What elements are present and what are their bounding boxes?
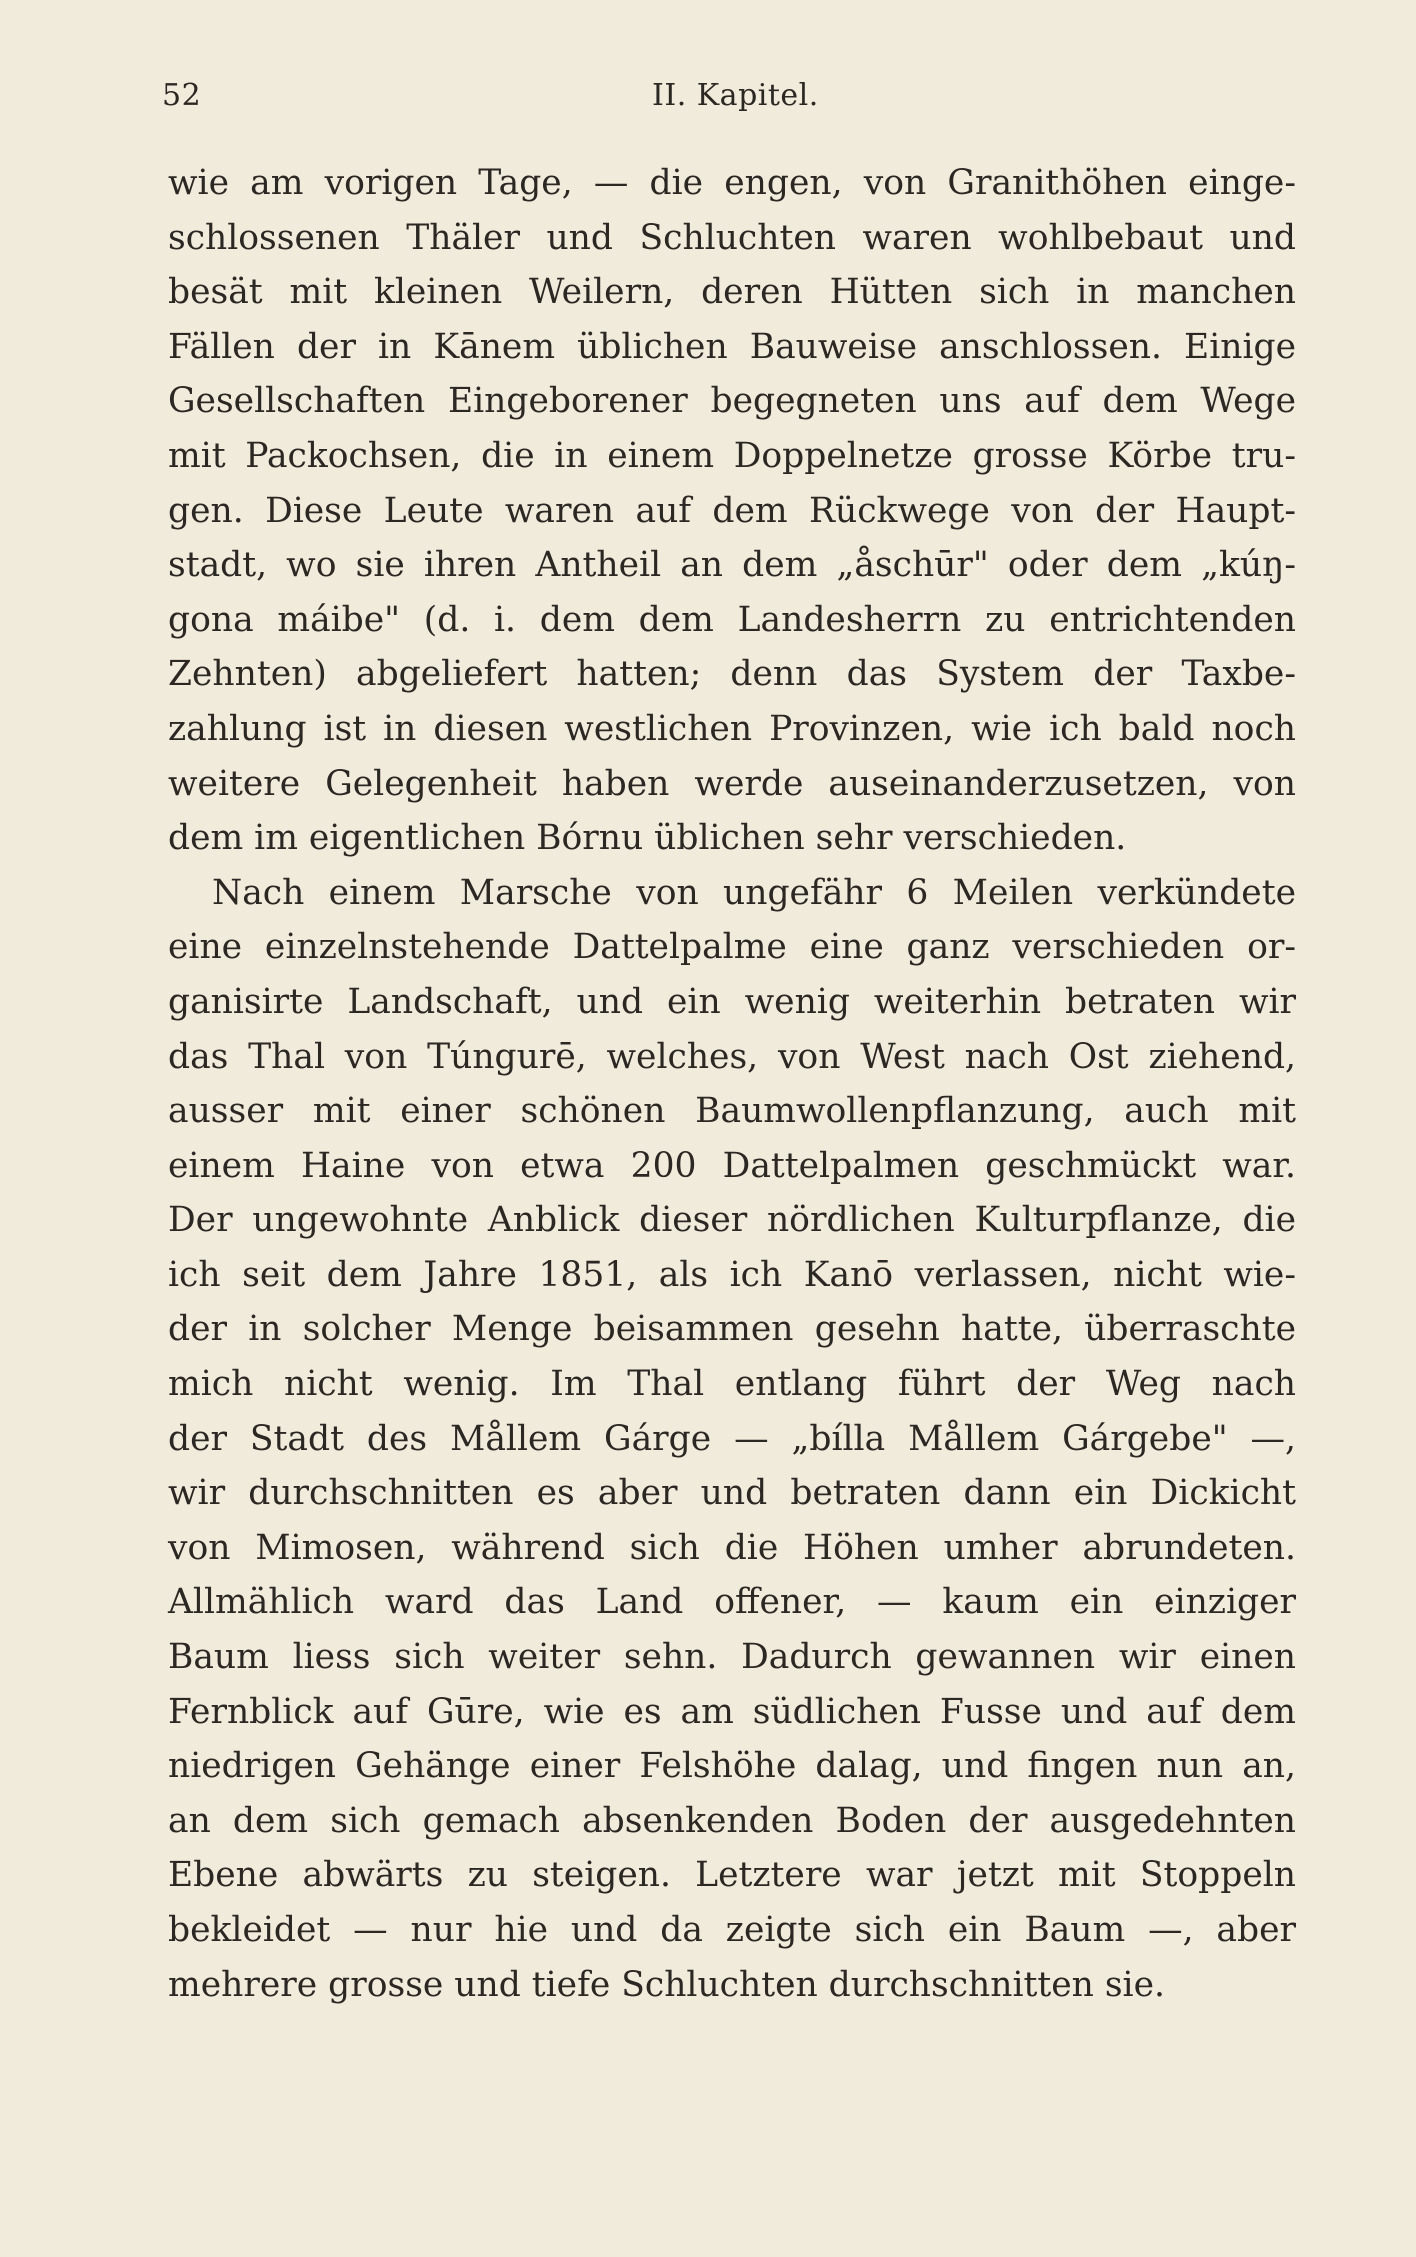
text-line: Fernblick auf Gūre, wie es am südlichen Fusse und auf dem [168, 1691, 1296, 1732]
text-line: niedrigen Gehänge einer Felshöhe dalag, und fingen nun an, [168, 1746, 1296, 1787]
text-line: ich seit dem Jahre 1851, als ich Kanō verlassen, nicht wie- [168, 1254, 1296, 1295]
running-head [162, 78, 1294, 128]
text-line: Baum liess sich weiter sehn. Dadurch gewannen wir einen [168, 1637, 1296, 1678]
text-line: Nach einem Marsche von ungefähr 6 Meilen verkündete [212, 872, 1296, 913]
text-line: eine einzelnstehende Dattelpalme eine ganz verschieden or- [168, 927, 1296, 968]
text-line: wie am vorigen Tage, — die engen, von Granithöhen einge- [168, 163, 1296, 203]
text-line: mich nicht wenig. Im Thal entlang führt der Weg nach [168, 1364, 1296, 1405]
text-line: gona máibe" (d. i. dem dem Landesherrn zu entrichtenden [168, 599, 1296, 640]
text-line: stadt, wo sie ihren Antheil an dem „åschūr" oder dem „kúŋ- [168, 545, 1296, 586]
text-line: Ebene abwärts zu steigen. Letztere war jetzt mit Stoppeln [168, 1855, 1296, 1896]
paragraph-2 [168, 866, 1296, 2012]
text-line: gen. Diese Leute waren auf dem Rückwege von der Haupt- [168, 490, 1296, 531]
text-line: an dem sich gemach absenkenden Boden der ausgedehnten [168, 1800, 1296, 1841]
text-line: Fällen der in Kānem üblichen Bauweise anschlossen. Einige [168, 326, 1296, 367]
text-line: der Stadt des Mållem Gárge — „bílla Mållem Gárgebe" —, [168, 1418, 1296, 1459]
chapter-title: II. Kapitel. [652, 78, 819, 113]
text-line: zahlung ist in diesen westlichen Provinzen, wie ich bald noch [168, 708, 1296, 749]
text-line: dem im eigentlichen Bórnu üblichen sehr verschieden. [168, 818, 1127, 859]
text-line: besät mit kleinen Weilern, deren Hütten sich in manchen [168, 272, 1296, 313]
text-line: weitere Gelegenheit haben werde auseinanderzusetzen, von [168, 763, 1296, 804]
text-line: von Mimosen, während sich die Höhen umher abrundeten. [168, 1527, 1296, 1568]
paragraph-1 [168, 156, 1296, 866]
body-text [168, 156, 1296, 2012]
page-number: 52 [162, 78, 202, 113]
text-line: mit Packochsen, die in einem Doppelnetze grosse Körbe tru- [168, 435, 1296, 476]
text-line: Zehnten) abgeliefert hatten; denn das System der Taxbe- [168, 654, 1296, 695]
text-line: der in solcher Menge beisammen gesehn hatte, überraschte [168, 1309, 1296, 1350]
text-line: mehrere grosse und tiefe Schluchten durchschnitten sie. [168, 1964, 1165, 2005]
text-line: wir durchschnitten es aber und betraten dann ein Dickicht [168, 1473, 1296, 1514]
text-line: ausser mit einer schönen Baumwollenpflanzung, auch mit [168, 1091, 1296, 1132]
text-line: Gesellschaften Eingeborener begegneten uns auf dem Wege [168, 381, 1296, 422]
text-line: bekleidet — nur hie und da zeigte sich ein Baum —, aber [168, 1910, 1296, 1950]
text-line: Allmählich ward das Land offener, — kaum ein einziger [168, 1582, 1296, 1623]
text-line: schlossenen Thäler und Schluchten waren wohlbebaut und [168, 217, 1296, 258]
text-line: Der ungewohnte Anblick dieser nördlichen Kulturpflanze, die [168, 1200, 1296, 1241]
text-line: einem Haine von etwa 200 Dattelpalmen geschmückt war. [168, 1145, 1296, 1186]
text-line: das Thal von Túngurē, welches, von West nach Ost ziehend, [168, 1036, 1296, 1077]
text-line: ganisirte Landschaft, und ein wenig weiterhin betraten wir [168, 981, 1296, 1022]
